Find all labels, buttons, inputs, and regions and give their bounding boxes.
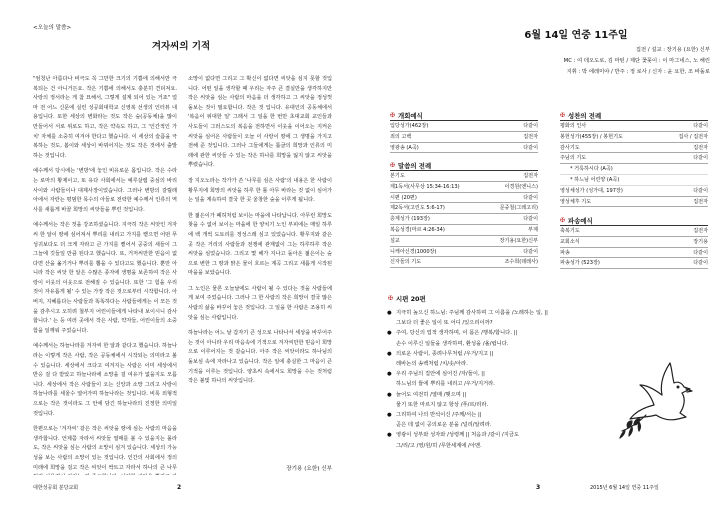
order-row: 본기도 집전자 xyxy=(390,171,538,182)
psalm-line: ● 늙어도 여전히 /열매 /맺으며 || xyxy=(387,391,467,398)
order-row: 파송성가 (523장) 다같이 xyxy=(560,258,708,269)
order-row: 축복기도 집전자 xyxy=(560,226,708,237)
section-liturgy-of-word xyxy=(390,160,538,268)
order-row: 평화의 인사 다같이 xyxy=(560,121,708,132)
psalm-heading: ✠ 시편 20편 xyxy=(388,295,426,303)
order-subrow: * 하느님 어린양 (A곡) xyxy=(560,175,708,186)
order-row: 입당성가(462장) 다같이 xyxy=(390,121,538,132)
author-signature: 장기용 (요한) 신부 xyxy=(286,466,332,472)
order-row: 니케아신경(1000장) 다같이 xyxy=(390,247,538,258)
page-number: 2 xyxy=(177,484,182,491)
psalm-line: 레바논의 송백처럼 /치/솟/아라. xyxy=(396,361,468,368)
order-row: 감사기도 집전자 xyxy=(560,143,708,154)
cross-icon: ✠ xyxy=(560,111,566,119)
order-row: 교회소식 장기용 xyxy=(560,237,708,248)
order-subrow: * 거룩하시다 (A곡) xyxy=(560,164,708,175)
paragraph: 예수께서는 작은 것을 강조하셨습니다. 지극히 작은 씨앗인 겨자씨 한 알이 땅에 심어져서 뿌리를 내리고 가지를 뻗으면 어떤 푸성귀보다도 더 크게 자라고 큰 가지를 뻗어서 공중의 새들이 그 그늘에 깃들일 만큼 된다고 했습니다. 또, 거저씨만한 믿음이 없다면 산을 옮기거나 뿌리를 뽑을 수 있다고도 했습니다. 뿐만 아니라 작은 씨앗 한 알은 수많은 종자에 생명을 보존하여 작은 사랑이 이웃의 이웃으로 전해질 수 있습니다. 또한 '그 힘을 우리 것이 자유롭게 될' 수 있는 가장 작은 것으로부터 시작합니다. 아버지, 지혜롭다는 사람들과 똑똑하다는 사람들에게는 이 모든 것을 감추시고 오히려 철부지 어린이들에게 나타내 보이시니 감사합니다.' 는 등 여러 곳에서 작은 사람, 약자들, 어린이들의 소중함을 일깨워 주었습니다. xyxy=(33,222,177,334)
essay-column-b xyxy=(188,75,332,457)
corner-label: <오늘의 말씀> xyxy=(33,25,72,31)
order-row: 복음성경(마르 4:26-34) 부제 xyxy=(390,225,538,236)
service-title: 6월 14일 연중 11주일 xyxy=(524,30,628,41)
cross-icon: ✠ xyxy=(390,111,396,119)
service-mc: MC : 여 데오도로, 김 마틴 / 제단 꽃꽂이 : 이 마그네스, 노 해린 xyxy=(563,58,710,64)
dove-icon xyxy=(610,355,700,445)
paragraph: 장 지오노라는 작가가 쓴 '나무를 심은 사람'의 내용은 한 사람이 황무지에 희망의 씨앗을 하루 한 톨 아무 바라는 것 없이 심어가는 일을 계속하여 결국 한 곳 울창한 숲을 이루게 됩니다. xyxy=(188,177,332,204)
paragraph: 소망이 없다면 그리고 그 확신이 없다면 씨앗을 심지 못할 것입니다. 어떤 일을 생각할 때 우리는 자주 큰 결실만을 생각하지만 작은 씨앗을 심는 사람의 마음을 더 생각하고 그 씨앗을 정성껏 돌보는 것이 필요합니다. 작은 것 입니다. 유대인의 공동체에서 '복음이 위대한 일' 그래서 그 일을 한 번만 초대교회 교인들과 사도들이 그러스도의 복음을 전하면서 이웃을 이어오는 지켜온 씨앗을 심어온 사람들이 오늘 이 사랑이 땅에 그 생명을 가지고 전해 준 것입니다. 그러나 그들에게는 톱굴의 희망과 인류의 미래에 관한 씨앗들 수 있는 작은 하나를 희망을 잃지 않고 씨앗을 뿌렸습니다. xyxy=(188,76,332,169)
order-row: 영광송 (A곡) 다같이 xyxy=(390,143,538,154)
paragraph: "엄청난 아름다나 비극도 꼭 그만한 크기의 기쁨에 의해서만 극복되는 건 아니거든요. 작은 기쁨에 의해서도 충분히 견뎌져요. 사랑의 정서라는 게 참 묘해서, 그렇게 설계 되어 있는 거죠" 얼마 전 어느 신문에 실린 성공회대학교 신영복 선생의 인터뷰 내용입니다. 또한 세상의 변화라는 것도 작은 숲(공동체)을 많이 만들어서 서로 위로도 하고, 작은 약속도 하고, 그 '인간적인 가치' 자체를 소중히 여겨야 한다고 했습니다. 이 세상의 슬픔을 극복하는 것도, 봄이와 세상이 바뀌어지는 것도 작은 것에서 출발하는 것입니다. xyxy=(33,76,177,159)
order-row: 신자들의 기도 조수희(데레사) xyxy=(390,257,538,268)
psalm-line: 물기 또한 마르지 않고 항상 /푸/르/리라. xyxy=(396,401,489,408)
order-row: 시편 (20편) 다같이 xyxy=(390,193,538,204)
order-row: 봉헌성가(455장) / 봉헌기도 집사 / 집전자 xyxy=(560,132,708,143)
psalm-line: ● 영광이 성부와 성자와 /성령께 || 처음과 /같이 /지금도 xyxy=(387,432,520,439)
section-opening-rites xyxy=(390,110,538,153)
cross-icon: ✠ xyxy=(388,295,394,302)
psalm-line: ● 주여, 당신의 업적 생각하며, 이 몸은 /행복/합니다. || xyxy=(387,330,518,337)
paragraph: 하늘나라는 어느 날 갑자기 큰 성으로 나타나서 세상을 바꾸어주는 것이 아니라 우리 마음속에 기적으로 겨자씨만한 믿음이 희망으로 이루어지는 것 같습니다. 아주 작은 씨앗이라도 하나님의 돌보심 속에 자라나고 있습니다. 작은 일에 충실한 그 마음이 큰 기적을 이루는 것입니다. 양초씨 속에서도 희망을 수는 것처럼 작은 불빛 하나의 씨앗입니다. xyxy=(188,330,332,385)
psalm-line: ● 우리 주님의 집안에 심어진 /자/들이, || xyxy=(387,371,485,378)
section-eucharist xyxy=(560,110,708,207)
paragraph: 예수께서 당시에는 '변방'에 놓인 비유로운 몸입니다. 작은 수라는 로마의 황제이고, 또 유다 사회에서는 예루살렘 중심의 바리사이와 사람들이나 대제사장이었습니다. 그러나 변방의 갈릴래아에서 자란는 평범한 목수의 아들로 전락한 예수께서 인류의 역사를 새롭게 바꿀 희망의 씨앗들을 뿌린 것입니다. xyxy=(33,168,177,213)
footer-date: 2015년 6월 14일 연중 11주일 xyxy=(590,485,659,491)
footer-church-name: 대한성공회 분당교회 xyxy=(33,485,79,491)
order-row: 제2독서(고린도 5:6-17) 문중철(그레고리) xyxy=(390,203,538,214)
paragraph: 한 젊은이가 폐허처럼 보이는 마을에 나타납니다. 아무런 희망도 찾을 수 없어 보이는 마을에 한 양치기 노인 부피에는 매일 하루에 백 개씩 도토리를 정성스레 심고 있었습니다. 황무지와 같은 곳 작은 거리의 사람들과 전쟁에 관계없이 그는 하루하루 작은 씨앗을 심었습니다. 그리고 몇 해가 지나고 돌아온 젊은이는 숲으로 변한 그 땅과 맑은 물이 흐르는 계곡 그리고 새롭게 시작된 마을을 보았습니다. xyxy=(188,212,332,277)
essay-column-a xyxy=(33,75,177,475)
order-row: 설교 장기용(요한)신부 xyxy=(390,236,538,247)
psalm-line: ● 의로운 사람이, 종려나무처럼 /우거/지고 || xyxy=(387,350,494,357)
essay-title: 겨자씨의 기적 xyxy=(151,41,211,52)
order-row: 제1독서(사무상 15:34-16:13) 이경원(엔니스) xyxy=(390,182,538,193)
section-heading: 말씀의 전례 xyxy=(398,161,432,170)
order-row: 층계성가 (193장) 다같이 xyxy=(390,214,538,225)
section-heading: 개회예식 xyxy=(398,111,423,120)
psalm-line: ● 그리하여 나의 반석이신 /주께/서는 || xyxy=(387,412,482,419)
service-officiant: 집전 / 설교 : 장기용 (요한) 신부 xyxy=(635,47,710,53)
paragraph: 예수께서는 하늘나라를 겨자씨 한 알과 같다고 했습니다. 하늘나라는 이렇게 작은 사람, 작은 공동체에서 시작되는 의미라고 볼 수 있습니다. 세상에서 크다고 여겨지는 사람은 이미 세상에서 반응 걸 다 받았고 하늘나라에 소망을 걸 여유가 없을지도 모릅니다. 세상에서 작은 사람들이 오는 신앙과 소망 그리고 사랑이 하늘나라를 세울수 열어가며 하늘나라는 것입니다. 비록 외형적으로는 작은 것이라도 그 안에 담긴 하늘나라의 진정한 의미일 것입니다. xyxy=(33,343,177,417)
psalm-line: 곧은 데 없이 공의로운 분을 /널리/알려라. xyxy=(396,422,492,429)
order-row: 주님의 기도 다같이 xyxy=(560,153,708,164)
service-music: 지휘 : 박 에레미야 / 반주 : 정 로사 / 신자 : 윤 요한, 조 바돌로 xyxy=(566,69,710,75)
psalm-line: 그/리/고 /영/원/히 /무한세계에 /아멘. xyxy=(396,442,482,449)
psalm-text xyxy=(387,308,637,451)
page-number: 3 xyxy=(536,484,541,491)
psalm-line: 그보다 더 좋은 일이 또 어디 /있으리이까? xyxy=(396,320,493,327)
section-dismissal xyxy=(560,215,708,269)
paragraph: 그 노인은 물론 오늘날에도 사람이 될 수 있다는 것을 사람들에게 보여 주었습니다. 그러나 그 한 사람의 작은 희망이 결국 많은 사람의 삶을 바꾸어 놓은 것입니다. 그 일을 한 사람은 조용히 씨앗을 심는 사람입니다. xyxy=(188,285,332,321)
paragraph: 한편으로는 '겨자씨' 같은 작은 씨앗을 땅에 심는 사람의 마음을 생각합니다. 언제쯤 자라서 씨앗들 열매를 볼 수 있을지는 몰라도, 작은 씨앗을 심는 사람의 소망이 심겨 있습니다. 세상의 가능성을 보는 사람의 소망이 있는 것입니다. 인간의 사회에서 정의 미래에 희망을 걸고 작은 씨앗이 싹트고 자라서 하나의 큰 나무 xyxy=(33,426,177,471)
section-heading: 성찬의 전례 xyxy=(568,111,602,120)
order-row: 영성체후 기도 집전자 xyxy=(560,197,708,208)
cross-icon: ✠ xyxy=(390,161,396,169)
psalm-line: 손수 이루신 일들을 생각하며, 환성을 /올/립니다. xyxy=(396,340,509,347)
section-heading: 파송예식 xyxy=(568,216,593,225)
psalm-line: 하느님의 뜰에 뿌리를 내리고 /우거/지거라. xyxy=(396,381,495,388)
psalm-line: ● 지극히 높으신 하느님: 주님께 감사하며 그 이름을 /노래하는 일, || xyxy=(387,310,548,316)
cross-icon: ✠ xyxy=(560,216,566,224)
order-row: 파송 다같이 xyxy=(560,248,708,259)
order-row: 죄의 고백 집전자 xyxy=(390,132,538,143)
order-row: 영성체성가 (성가대, 197장) 다같이 xyxy=(560,186,708,197)
